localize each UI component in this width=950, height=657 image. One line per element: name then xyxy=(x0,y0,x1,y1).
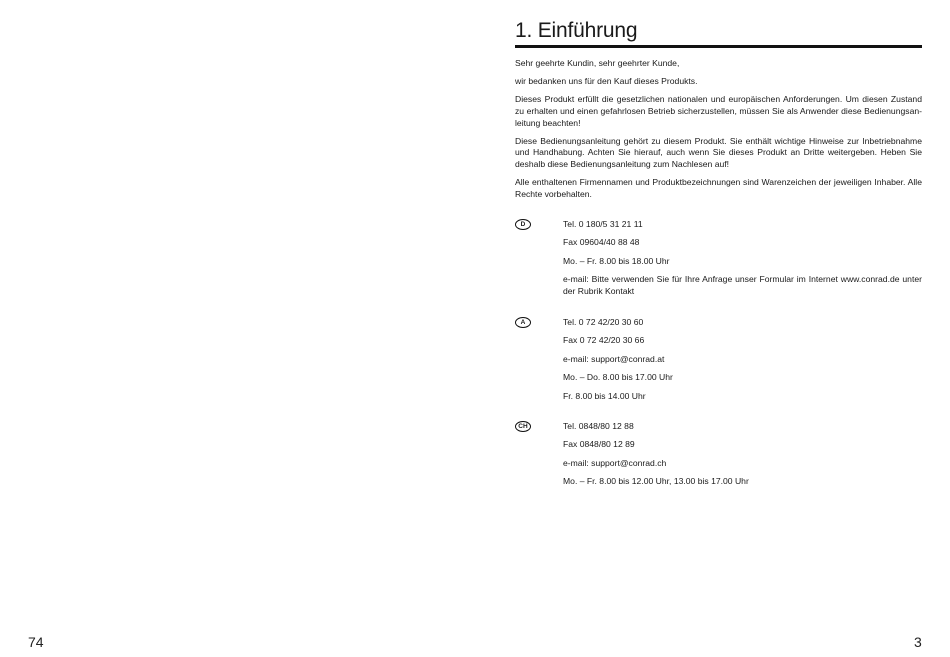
hours-line-friday: Fr. 8.00 bis 14.00 Uhr xyxy=(563,390,646,401)
fax-line: Fax 0 72 42/20 30 66 xyxy=(563,335,645,346)
country-badge-ch-icon: CH xyxy=(515,421,531,432)
right-page xyxy=(475,0,950,657)
hours-line: Mo. – Fr. 8.00 bis 12.00 Uhr, 13.00 bis 17.00 Uhr xyxy=(563,476,749,487)
contact-lines xyxy=(563,219,922,305)
intro-text xyxy=(515,58,922,207)
contact-lines xyxy=(563,421,922,495)
email-line: e-mail: Bitte verwenden Sie für Ihre Anfrage unser Formular im Internet www.conrad.de unter der Rubrik Kontakt xyxy=(563,274,922,297)
email-line: e-mail: support@conrad.ch xyxy=(563,457,667,468)
phone-line: Tel. 0 180/5 31 21 11 xyxy=(563,219,643,229)
page-number-right: 3 xyxy=(914,634,922,650)
thank-you-paragraph: wir bedanken uns für den Kauf dieses Produkts. xyxy=(515,76,698,87)
fax-line: Fax 09604/40 88 48 xyxy=(563,237,640,248)
section-heading: 1. Einführung xyxy=(515,18,922,48)
country-badge-a-icon: A xyxy=(515,317,531,328)
page-number-left: 74 xyxy=(28,634,44,650)
phone-line: Tel. 0 72 42/20 30 60 xyxy=(563,317,644,327)
salutation: Sehr geehrte Kundin, sehr geehrter Kunde, xyxy=(515,58,680,68)
contact-lines xyxy=(563,317,922,409)
phone-line: Tel. 0848/80 12 88 xyxy=(563,421,634,431)
country-badge-d-icon: D xyxy=(515,219,531,230)
manual-paragraph: Diese Bedienungsanleitung gehört zu diesem Produkt. Sie enthält wichtige Hinweise zur Inbetriebnahme und Handhabung. Achten Sie hierauf, auch wenn Sie dieses Produkt an Dritte weitergeben. Heben Sie deshalb diese Bedienungsanleitung zum Nachlesen auf! xyxy=(515,135,922,169)
trademark-paragraph: Alle enthaltenen Firmennamen und Produktbezeichnungen sind Warenzeichen der jeweiligen Inhaber. Alle Rechte vorbehalten. xyxy=(515,177,922,199)
conformity-paragraph: Dieses Produkt erfüllt die gesetzlichen nationalen und europäischen Anforderungen. Um diesen Zustand zu erhalten und einen gefahrlosen Betrieb sicherzustellen, müssen Sie als Anwender diese Bedienungsan-leitung beachten! xyxy=(515,94,922,128)
email-line: e-mail: support@conrad.at xyxy=(563,353,665,364)
fax-line: Fax 0848/80 12 89 xyxy=(563,439,635,450)
hours-line: Mo. – Fr. 8.00 bis 18.00 Uhr xyxy=(563,255,670,266)
hours-line: Mo. – Do. 8.00 bis 17.00 Uhr xyxy=(563,372,673,383)
